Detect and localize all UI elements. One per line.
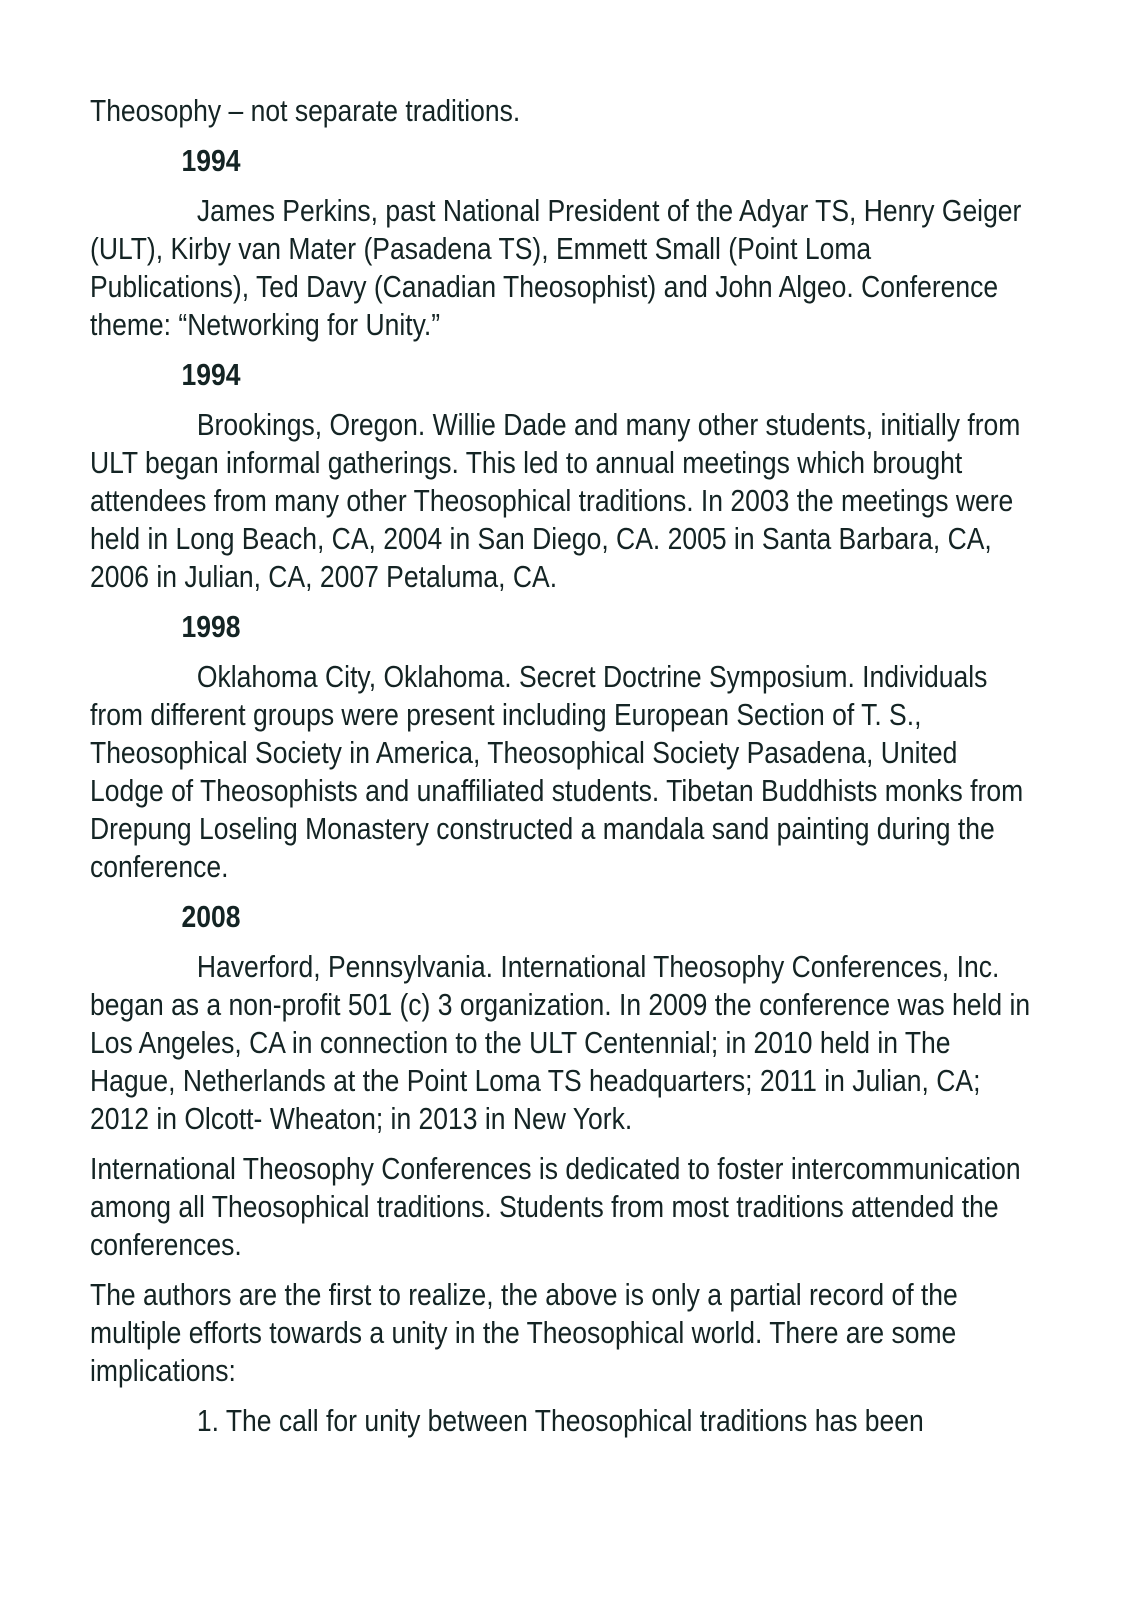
entry-text: Oklahoma City, Oklahoma. Secret Doctrine Symposium. Individuals from different groups were present including European Section of T. S., Theosophical Society in America, Theosophical Society Pasadena, United Lodge of Theosophists and unaffiliated students. Tibetan Buddhists monks from Drepung Loseling Monastery constructed a mandala sand painting during the conference.	[90, 659, 1024, 884]
entry-text: Brookings, Oregon. Willie Dade and many other students, initially from ULT began informal gatherings. This led to annual meetings which brought attendees from many other Theosophical traditions. In 2003 the meetings were held in Long Beach, CA, 2004 in San Diego, CA. 2005 in Santa Barbara, CA, 2006 in Julian, CA, 2007 Petaluma, CA.	[90, 407, 1021, 594]
entry-text: Haverford, Pennsylvania. International Theosophy Conferences, Inc. began as a non-profit 501 (c) 3 organization. In 2009 the conference was held in Los Angeles, CA in connection to the ULT Centennial; in 2010 held in The Hague, Netherlands at the Point Loma TS headquarters; 2011 in Julian, CA; 2012 in Olcott- Wheaton; in 2013 in New York.	[90, 949, 1031, 1136]
numbered-list-item: 1. The call for unity between Theosophical traditions has been	[196, 1403, 924, 1438]
body-paragraph: The authors are the first to realize, the above is only a partial record of the multiple efforts towards a unity in the Theosophical world. There are some implications:	[90, 1277, 958, 1388]
entry-year: 1994	[181, 357, 241, 392]
body-paragraph: International Theosophy Conferences is dedicated to foster intercommunication among all Theosophical traditions. Students from most traditions attended the conferences.	[90, 1151, 1021, 1262]
opening-line: Theosophy – not separate traditions.	[90, 93, 521, 128]
timeline-entry	[90, 142, 1031, 344]
document-body	[90, 92, 1031, 1440]
entry-text: James Perkins, past National President of the Adyar TS, Henry Geiger (ULT), Kirby van Mater (Pasadena TS), Emmett Small (Point Loma Publications), Ted Davy (Canadian Theosophist) and John Algeo. Conference theme: “Networking for Unity.”	[90, 193, 1022, 342]
entry-year: 1994	[181, 143, 241, 178]
entry-year: 2008	[181, 899, 241, 934]
entry-year: 1998	[181, 609, 241, 644]
timeline-entry	[90, 898, 1031, 1138]
document-page	[90, 92, 1090, 1440]
timeline-entry	[90, 608, 1031, 886]
timeline-entry	[90, 356, 1031, 596]
